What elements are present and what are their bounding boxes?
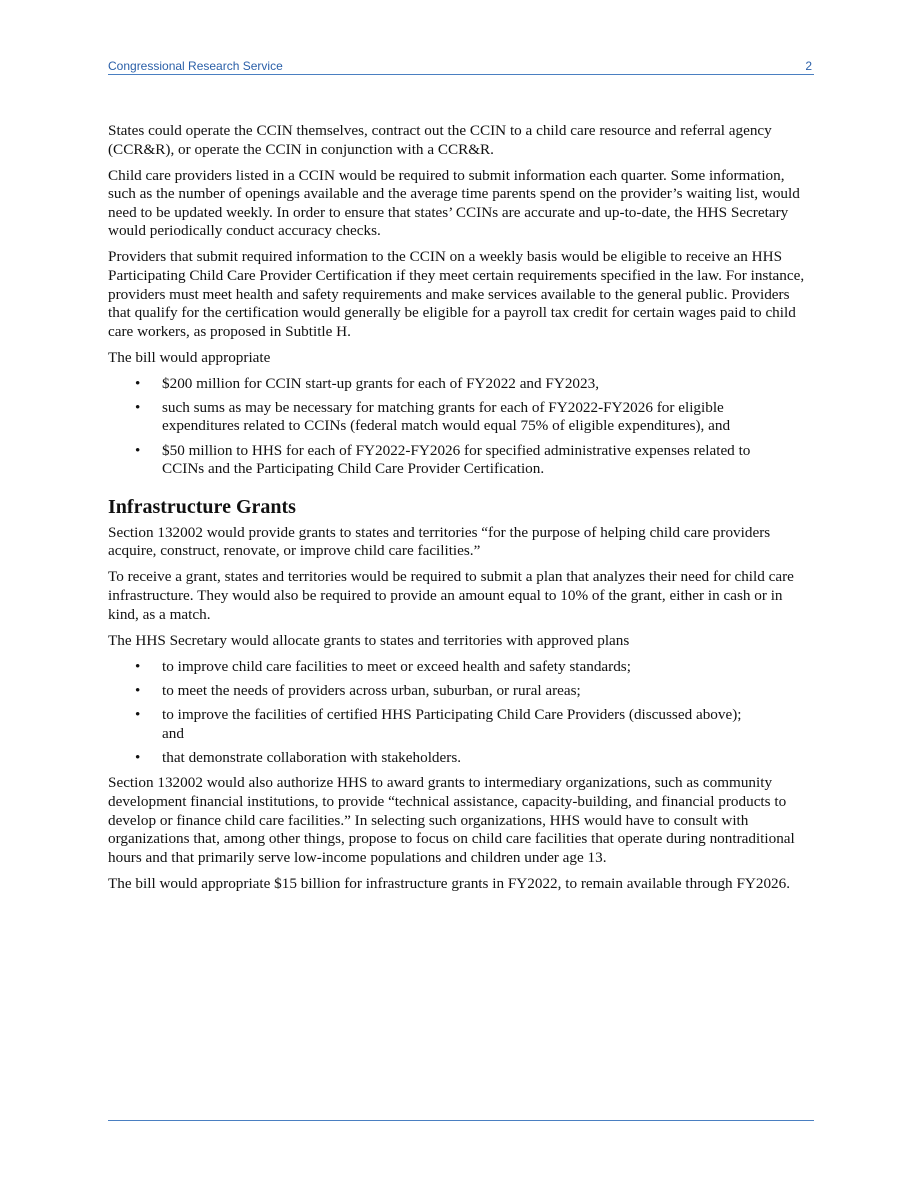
bullet-marker: • <box>135 657 141 675</box>
paragraph: Section 132002 would provide grants to states and territories “for the purpose of helping child care providers acquire, construct, renovate, or improve child care facilities.” <box>108 523 771 560</box>
list-item-text: that demonstrate collaboration with stakeholders. <box>162 748 462 766</box>
running-header <box>108 58 814 75</box>
bullet-marker: • <box>135 374 141 392</box>
paragraph: To receive a grant, states and territories would be required to submit a plan that analyzes their need for child care infrastructure. They would also be required to provide an amount equal to 10% of the grant, either in cash or in kind, as a match. <box>108 568 794 623</box>
page-number: 2 <box>805 59 812 73</box>
paragraph: Providers that submit required information to the CCIN on a weekly basis would be eligible to receive an HHS Participating Child Care Provider Certification if they meet certain requirements specified in the law. For instance, providers must meet health and safety requirements and make services available to the general public. Providers that qualify for the certification would generally be eligible for a payroll tax credit for certain wages paid to child care workers, as proposed in Subtitle H. <box>108 248 805 340</box>
paragraph: The HHS Secretary would allocate grants to states and territories with approved plans <box>108 631 630 649</box>
list-item <box>108 442 814 479</box>
list-item <box>108 375 814 394</box>
list-item <box>108 399 814 436</box>
list-item-text: such sums as may be necessary for matching grants for each of FY2022-FY2026 for eligible expenditures related to CCINs (federal match would equal 75% of eligible expenditures), and <box>162 398 731 435</box>
paragraph: The bill would appropriate $15 billion for infrastructure grants in FY2022, to remain available through FY2026. <box>108 874 791 892</box>
appropriations-list <box>108 375 814 479</box>
header-organization: Congressional Research Service <box>108 59 283 73</box>
paragraph: The bill would appropriate <box>108 348 271 366</box>
bullet-marker: • <box>135 398 141 416</box>
section-heading: Infrastructure Grants <box>108 495 296 518</box>
paragraph: Section 132002 would also authorize HHS to award grants to intermediary organizations, such as community development financial institutions, to provide “technical assistance, capacity-building, and financial products to develop or finance child care facilities.” In selecting such organizations, HHS would have to consult with organizations that, among other things, propose to focus on child care facilities that operate during nontraditional hours and that primarily serve low-income populations and children under age 13. <box>108 774 795 866</box>
list-item-text: $200 million for CCIN start-up grants for each of FY2022 and FY2023, <box>162 374 600 392</box>
list-item-text: $50 million to HHS for each of FY2022-FY2026 for specified administrative expenses related to CCINs and the Participating Child Care Provider Certification. <box>162 441 751 478</box>
allocation-list <box>108 658 814 768</box>
document-body <box>108 122 814 901</box>
paragraph: Child care providers listed in a CCIN would be required to submit information each quarter. Some information, such as the number of openings available and the average time parents spend on the provider’s waiting list, would need to be updated weekly. In order to ensure that states’ CCINs are accurate and up-to-date, the HHS Secretary would periodically conduct accuracy checks. <box>108 166 800 240</box>
list-item <box>108 749 814 768</box>
list-item-text: to improve child care facilities to meet or exceed health and safety standards; <box>162 657 631 675</box>
list-item <box>108 658 814 677</box>
bullet-marker: • <box>135 705 141 723</box>
list-item <box>108 682 814 701</box>
paragraph: States could operate the CCIN themselves, contract out the CCIN to a child care resource and referral agency (CCR&R), or operate the CCIN in conjunction with a CCR&R. <box>108 122 772 158</box>
bullet-marker: • <box>135 748 141 766</box>
list-item <box>108 706 814 743</box>
bullet-marker: • <box>135 681 141 699</box>
list-item-text: to improve the facilities of certified HHS Participating Child Care Providers (discussed above); and <box>162 705 742 742</box>
footer-divider <box>108 1120 814 1121</box>
bullet-marker: • <box>135 441 141 459</box>
list-item-text: to meet the needs of providers across urban, suburban, or rural areas; <box>162 681 581 699</box>
